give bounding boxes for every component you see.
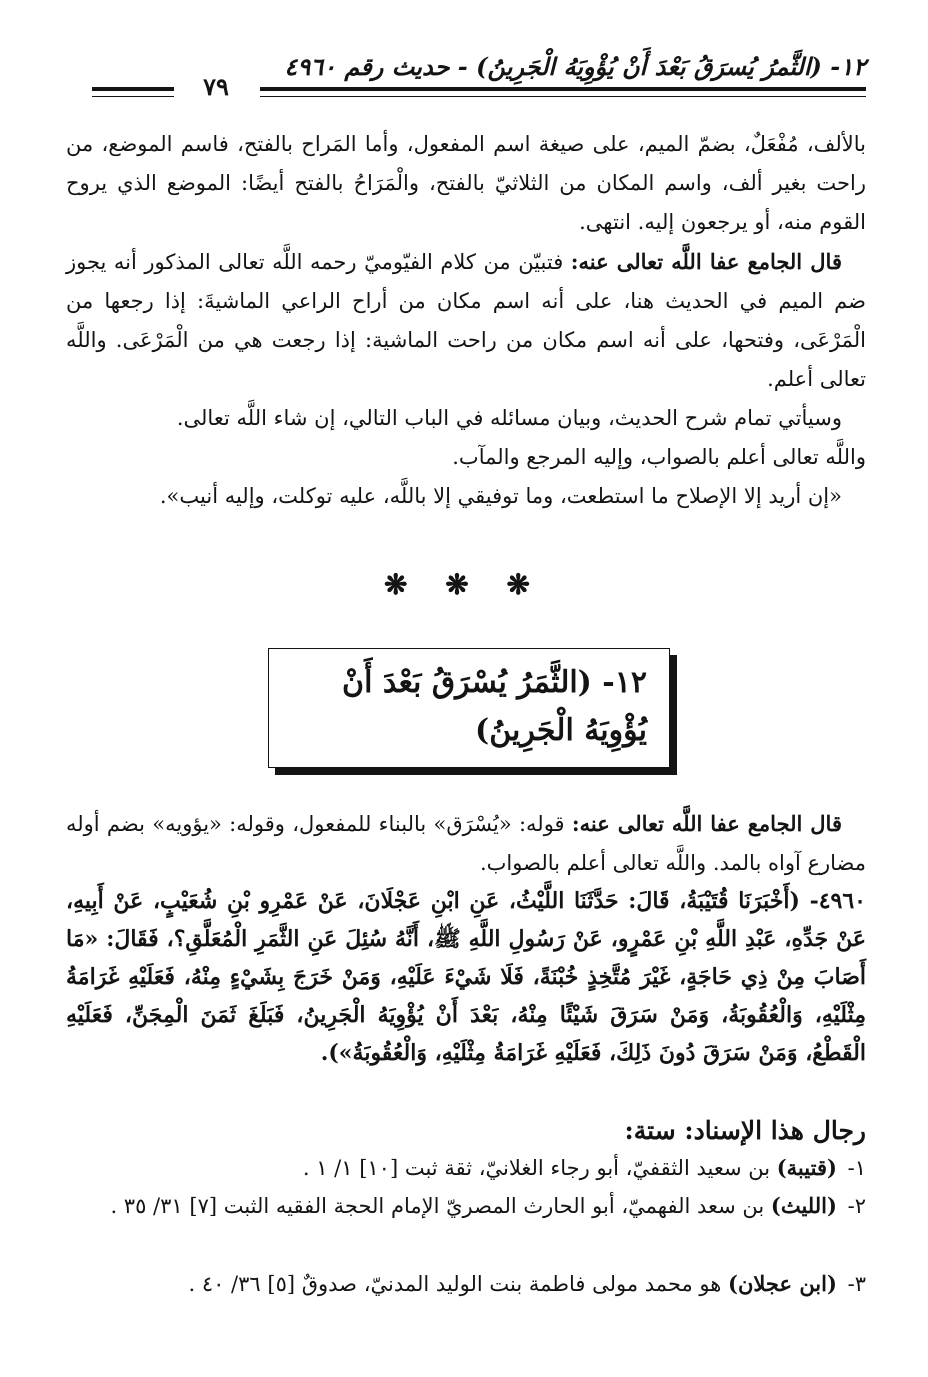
chapter-title: ١٢- (الثَّمَرُ يُسْرَقُ بَعْدَ أَنْ يُؤْوِيَهُ الْجَرِينُ) xyxy=(342,665,647,748)
commentary-block xyxy=(66,124,866,516)
page-number-rule-thick xyxy=(92,87,174,91)
paragraph-text: بالألف، مُفْعَلٌ، بضمّ الميم، على صيغة اسم المفعول، وأما المَراح بالفتح، فاسم الموضع، من راحت بغير ألف، واسم المكان من الثلاثيّ بالفتح، والْمَرَاحُ بالفتح أيضًا: الموضع الذي يروح القوم منه، أو يرجعون إليه. انتهى. xyxy=(66,132,866,234)
section-separator: ❋ ❋ ❋ xyxy=(384,568,544,601)
paragraph-text: وسيأتي تمام شرح الحديث، وبيان مسائله في الباب التالي، إن شاء اللَّه تعالى. xyxy=(176,406,842,430)
paragraph-text: واللَّه تعالى أعلم بالصواب، وإليه المرجع والمآب. xyxy=(452,445,866,469)
paragraph-lead: قال الجامع عفا اللَّه تعالى عنه: xyxy=(570,249,842,274)
narrator-name: (الليث) xyxy=(770,1193,837,1218)
paragraph xyxy=(66,242,866,399)
paragraph xyxy=(66,438,866,477)
paragraph-lead: قال الجامع عفا اللَّه تعالى عنه: xyxy=(571,811,842,836)
paragraph xyxy=(66,804,866,883)
narrator-details: بن سعد الفهميّ، أبو الحارث المصريّ الإمام الحجة الفقيه الثبت [٧] ٣١/ ٣٥ . xyxy=(110,1194,771,1218)
narrator-number: ٢- xyxy=(847,1194,866,1218)
chapter-title-box xyxy=(268,648,670,768)
narrator-number: ١- xyxy=(847,1156,866,1180)
narrator-entry xyxy=(66,1264,866,1304)
paragraph xyxy=(66,124,866,242)
page-number-rule-thin xyxy=(92,96,174,97)
chapter-note xyxy=(66,804,866,883)
narrator-name: (قتيبة) xyxy=(776,1155,837,1180)
narrator-entry xyxy=(66,1148,866,1188)
narrator-details: بن سعيد الثقفيّ، أبو رجاء الغلانيّ، ثقة ثبت [١٠] ١/ ١ . xyxy=(302,1156,777,1180)
narrator-name: (ابن عجلان) xyxy=(728,1271,837,1296)
paragraph-text: قوله: «يُسْرَق» بالبناء للمفعول، وقوله: «يؤويه» بضم أوله مضارع آواه بالمد. واللَّه تعالى أعلم بالصواب. xyxy=(66,812,866,875)
running-header: ١٢- (الثَّمرُ يُسرَقُ بَعْدَ أَنْ يُؤْوِيَهُ الْجَرِينُ) - حديث رقم ٤٩٦٠ xyxy=(284,52,866,81)
narrator-entry xyxy=(66,1186,866,1226)
paragraph-text: «إن أريد إلا الإصلاح ما استطعت، وما توفيقي إلا باللَّه، عليه توكلت، وإليه أنيب». xyxy=(159,484,842,508)
paragraph xyxy=(66,399,866,438)
header-rule-thick xyxy=(260,87,866,91)
hadith-text: ٤٩٦٠- (أَخْبَرَنَا قُتَيْبَةُ، قَالَ: حَدَّثَنَا اللَّيْثُ، عَنِ ابْنِ عَجْلَانَ، عَنْ عَمْرِو بْنِ شُعَيْبٍ، عَنْ أَبِيهِ، عَنْ جَدِّهِ، عَبْدِ اللَّهِ بْنِ عَمْرٍو، عَنْ رَسُولِ اللَّهِ ﷺ، أَنَّهُ سُئِلَ عَنِ الثَّمَرِ الْمُعَلَّقِ؟، فَقَالَ: «مَا أَصَابَ مِنْ ذِي حَاجَةٍ، غَيْرَ مُتَّخِذٍ خُبْنَةً، فَلَا شَيْءَ عَلَيْهِ، وَمَنْ خَرَجَ بِشَيْءٍ مِنْهُ، فَعَلَيْهِ غَرَامَةُ مِثْلَيْهِ، وَالْعُقُوبَةُ، وَمَنْ سَرَقَ شَيْئًا مِنْهُ، بَعْدَ أَنْ يُؤْوِيَهُ الْجَرِينُ، فَبَلَغَ ثَمَنَ الْمِجَنِّ، فَعَلَيْهِ الْقَطْعُ، وَمَنْ سَرَقَ دُونَ ذَلِكَ، فَعَلَيْهِ غَرَامَةُ مِثْلَيْهِ، وَالْعُقُوبَةُ»). xyxy=(66,888,866,1066)
header-rule-thin xyxy=(260,96,866,97)
narrator-details: هو محمد مولى فاطمة بنت الوليد المدنيّ، صدوقٌ [٥] ٣٦/ ٤٠ . xyxy=(188,1272,729,1296)
narrator-number: ٣- xyxy=(847,1272,866,1296)
page-number: ٧٩ xyxy=(203,72,229,101)
paragraph-text: فتبيّن من كلام الفيّوميّ رحمه اللَّه تعالى المذكور أنه يجوز ضم الميم في الحديث هنا، على أنه اسم مكان من أراح الراعي الماشيةَ: إذا رجعها من الْمَرْعَى، وفتحها، على أنه اسم مكان من راحت الماشية: إذا رجعت هي من الْمَرْعَى. واللَّه تعالى أعلم. xyxy=(66,250,866,391)
paragraph xyxy=(66,477,866,516)
section-heading: رجال هذا الإسناد: ستة: xyxy=(624,1116,866,1145)
